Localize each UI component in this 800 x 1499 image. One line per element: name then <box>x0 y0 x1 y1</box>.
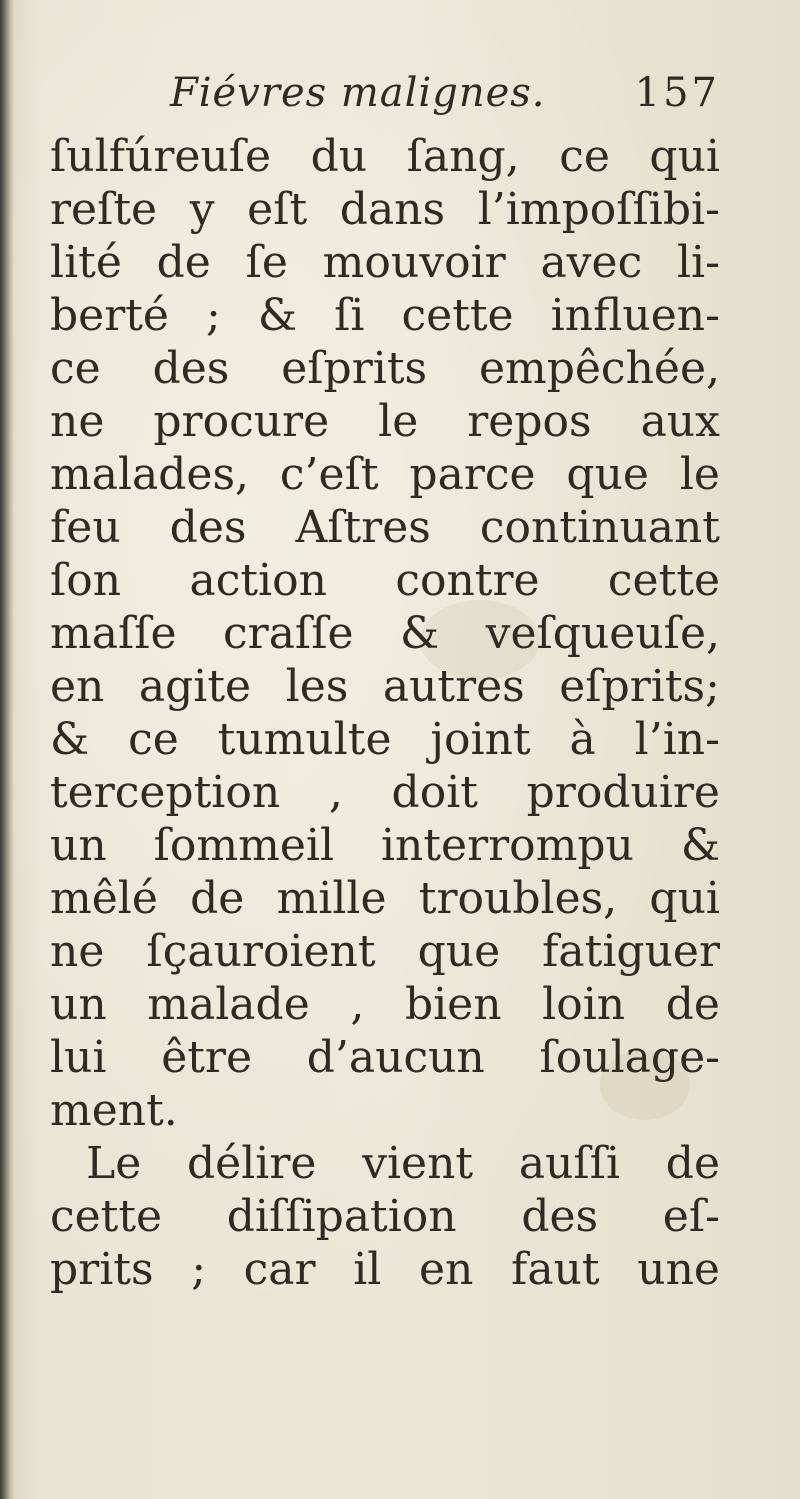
word: eſprits; <box>559 661 720 712</box>
word: faut <box>511 1244 600 1295</box>
word: ſulfúreuſe <box>50 131 272 182</box>
word: ſoulage- <box>539 1032 720 1083</box>
word: de <box>190 873 245 924</box>
word: auſſi <box>518 1138 621 1189</box>
word: mêlé <box>50 873 158 924</box>
word: un <box>50 979 107 1030</box>
word: ; <box>191 1244 207 1295</box>
word: diſſipation <box>226 1191 457 1242</box>
running-head-title: Fiévres malignes. <box>170 70 546 116</box>
word: ce <box>128 714 179 765</box>
word: un <box>50 820 107 871</box>
word: vient <box>362 1138 474 1189</box>
text-line <box>50 130 720 183</box>
word: ſommeil <box>153 820 335 871</box>
text-line <box>50 607 720 660</box>
word: cette <box>607 555 720 606</box>
word: prits <box>50 1244 154 1295</box>
text-line <box>50 978 720 1031</box>
text-line <box>50 819 720 872</box>
word: & <box>257 290 298 341</box>
word: interrompu <box>380 820 634 871</box>
word: parce <box>409 449 536 500</box>
word: cette <box>401 290 514 341</box>
word: qui <box>649 131 720 182</box>
word: eſt <box>247 184 308 235</box>
word: feu <box>50 502 121 553</box>
word: il <box>353 1244 382 1295</box>
word: dans <box>339 184 446 235</box>
word: ce <box>50 343 101 394</box>
word: l’in- <box>634 714 720 765</box>
word: & <box>399 608 440 659</box>
text-line <box>50 183 720 236</box>
word: ſon <box>50 555 122 606</box>
word: Aſtres <box>295 502 431 553</box>
word: craſſe <box>223 608 354 659</box>
word: Le <box>86 1138 142 1189</box>
word: eſprits <box>281 343 428 394</box>
word: car <box>243 1244 316 1295</box>
text-line <box>50 1190 720 1243</box>
body-text <box>50 130 720 1296</box>
word: produire <box>526 767 720 818</box>
word: qui <box>649 873 720 924</box>
word: lui <box>50 1032 107 1083</box>
word: agite <box>138 661 252 712</box>
word: terception <box>50 767 281 818</box>
text-line <box>50 660 720 713</box>
word: continuant <box>479 502 720 553</box>
spine-shadow <box>0 0 14 1499</box>
word: , <box>328 767 343 818</box>
word: tumulte <box>217 714 392 765</box>
word: être <box>161 1032 252 1083</box>
text-line <box>50 554 720 607</box>
word: troubles, <box>418 873 618 924</box>
text-line <box>50 766 720 819</box>
text-line <box>50 501 720 554</box>
word: contre <box>395 555 540 606</box>
word: cette <box>50 1191 163 1242</box>
word: en <box>419 1244 474 1295</box>
word: de <box>156 237 211 288</box>
word: ment. <box>50 1085 178 1136</box>
word: les <box>285 661 349 712</box>
word: que <box>417 926 501 977</box>
word: repos <box>467 396 592 447</box>
word: autres <box>382 661 525 712</box>
word: une <box>637 1244 720 1295</box>
word: que <box>566 449 649 500</box>
word: loin <box>542 979 626 1030</box>
word: veſqueuſe, <box>485 608 720 659</box>
word: l’impoſſibi- <box>477 184 720 235</box>
word: doit <box>391 767 478 818</box>
word: , <box>350 979 365 1030</box>
running-head <box>170 70 720 130</box>
word: berté <box>50 290 169 341</box>
text-line <box>50 872 720 925</box>
word: de <box>665 1138 720 1189</box>
text-line <box>50 1243 720 1296</box>
word: li- <box>676 237 720 288</box>
text-line <box>50 395 720 448</box>
text-line <box>50 1137 720 1190</box>
word: y <box>189 184 215 235</box>
word: avec <box>540 237 643 288</box>
word: maſſe <box>50 608 177 659</box>
word: lité <box>50 237 122 288</box>
word: reſte <box>50 184 158 235</box>
word: ſçauroient <box>146 926 376 977</box>
word: mille <box>276 873 387 924</box>
word: ce <box>559 131 610 182</box>
word: ne <box>50 926 105 977</box>
word: joint <box>430 714 531 765</box>
word: fatiguer <box>542 926 720 977</box>
word: ſang, <box>406 131 520 182</box>
word: en <box>50 661 105 712</box>
word: d’aucun <box>306 1032 485 1083</box>
word: ſi <box>334 290 365 341</box>
word: des <box>521 1191 599 1242</box>
word: malade <box>147 979 310 1030</box>
word: eſ- <box>662 1191 720 1242</box>
word: de <box>665 979 720 1030</box>
text-line <box>50 1084 720 1137</box>
word: & <box>50 714 90 765</box>
text-line <box>50 1031 720 1084</box>
word: délire <box>186 1138 317 1189</box>
word: ; <box>206 290 221 341</box>
word: ſe <box>245 237 288 288</box>
word: & <box>680 820 720 871</box>
word: malades, <box>50 449 250 500</box>
word: aux <box>640 396 720 447</box>
word: influen- <box>550 290 720 341</box>
word: le <box>679 449 720 500</box>
word: le <box>378 396 419 447</box>
word: bien <box>404 979 502 1030</box>
word: du <box>310 131 368 182</box>
word: des <box>152 343 230 394</box>
text-line <box>50 448 720 501</box>
text-line <box>50 289 720 342</box>
text-line <box>50 925 720 978</box>
word: ne <box>50 396 105 447</box>
page-number: 157 <box>634 70 720 116</box>
word: mouvoir <box>322 237 506 288</box>
word: action <box>189 555 327 606</box>
word: à <box>569 714 596 765</box>
word: procure <box>153 396 330 447</box>
text-line <box>50 713 720 766</box>
word: des <box>169 502 247 553</box>
text-line <box>50 236 720 289</box>
text-line <box>50 342 720 395</box>
word: c’eſt <box>279 449 379 500</box>
word: empêchée, <box>478 343 720 394</box>
